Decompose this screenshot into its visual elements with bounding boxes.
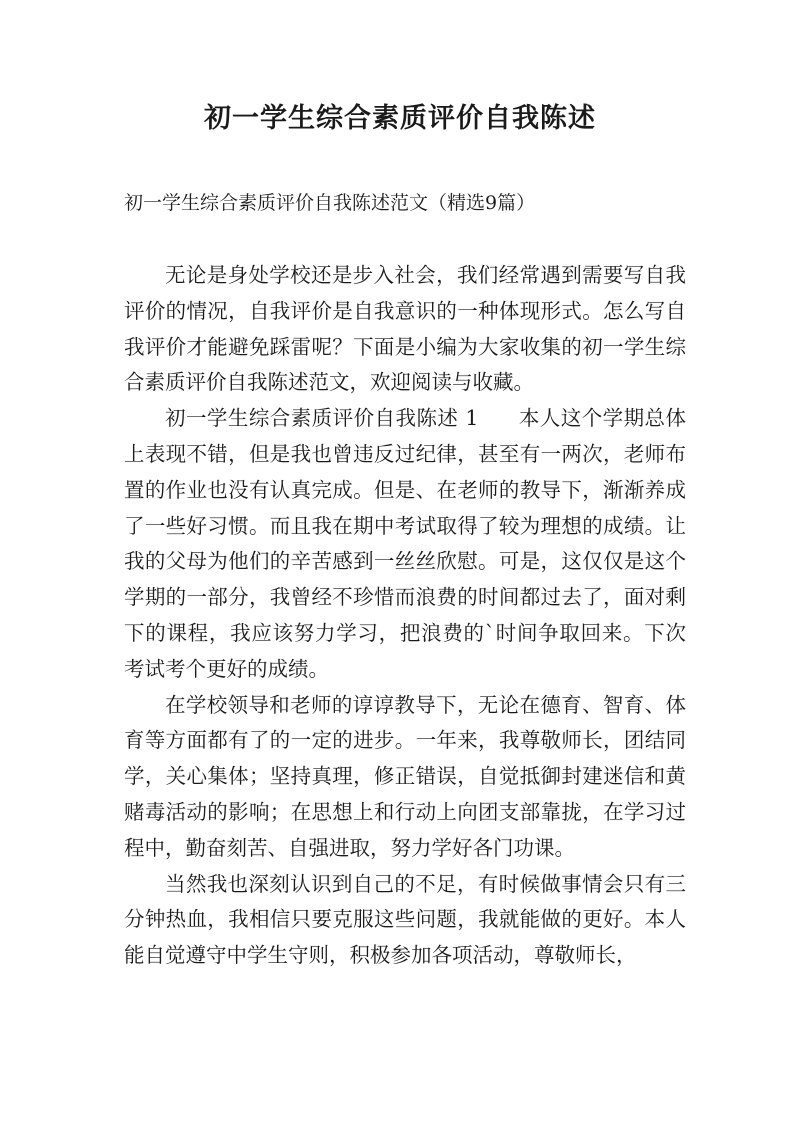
- paragraph-4: 当然我也深刻认识到自己的不足，有时候做事情会只有三分钟热血，我相信只要克服这些问题，我就能做的更好。本人能自觉遵守中学生守则，积极参加各项活动，尊敬师长，: [124, 871, 686, 968]
- document-body: [124, 258, 686, 974]
- document-title: 初一学生综合素质评价自我陈述: [204, 103, 596, 134]
- paragraph-3: 在学校领导和老师的谆谆教导下，无论在德育、智育、体育等方面都有了的一定的进步。一年来，我尊敬师长，团结同学，关心集体；坚持真理，修正错误，自觉抵御封建迷信和黄赌毒活动的影响；在思想上和行动上向团支部靠拢，在学习过程中，勤奋刻苦、自强进取，努力学好各门功课。: [124, 692, 686, 860]
- essay-1-heading: 初一学生综合素质评价自我陈述 1: [165, 406, 479, 431]
- intro-paragraph: 无论是身处学校还是步入社会，我们经常遇到需要写自我评价的情况，自我评价是自我意识的一种体现形式。怎么写自我评价才能避免踩雷呢？下面是小编为大家收集的初一学生综合素质评价自我陈述范文，欢迎阅读与收藏。: [124, 263, 686, 395]
- document-subtitle: 初一学生综合素质评价自我陈述范文（精选9篇）: [124, 192, 536, 214]
- essay-1-paragraph: [124, 401, 686, 687]
- essay-1-text: 本人这个学期总体上表现不错，但是我也曾违反过纪律，甚至有一两次，老师布置的作业也没有认真完成。但是、在老师的教导下，渐渐养成了一些好习惯。而且我在期中考试取得了较为理想的成绩。让我的父母为他们的辛苦感到一丝丝欣慰。可是，这仅仅是这个学期的一部分，我曾经不珍惜而浪费的时间都过去了，面对剩下的课程，我应该努力学习，把浪费的`时间争取回来。下次考试考个更好的成绩。: [124, 406, 687, 681]
